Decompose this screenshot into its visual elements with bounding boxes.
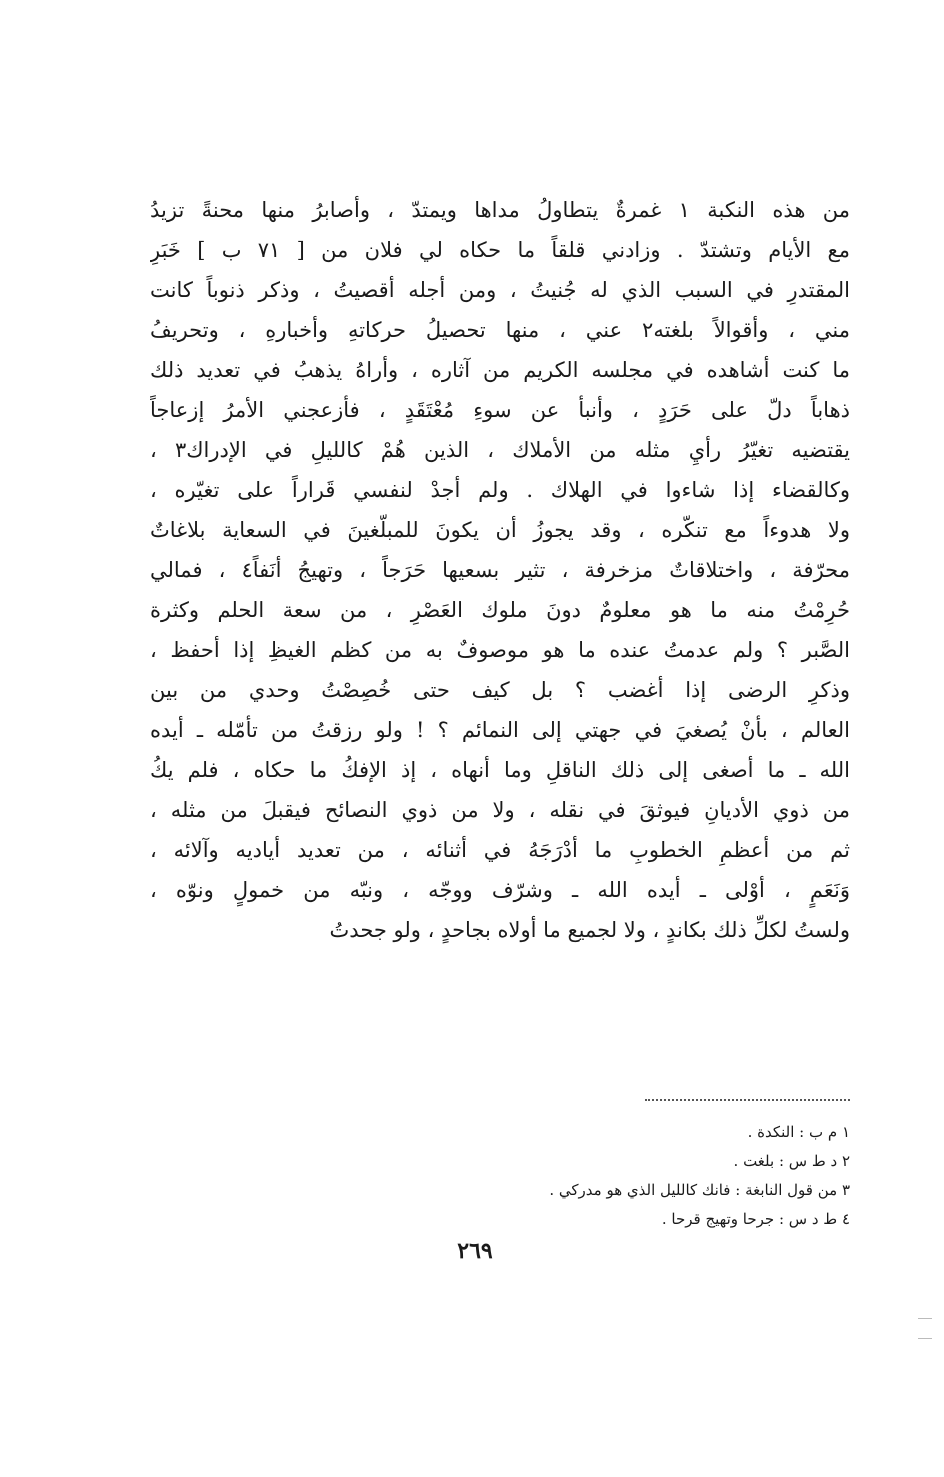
scan-speck [918, 1318, 932, 1319]
text-line: حُرِمْتُ منه ما هو معلومٌ دونَ ملوك العَصْرِ ، من سعة الحلم وكثرة [150, 598, 850, 622]
text-line: الله ـ ما أصغى إلى ذلك الناقلِ وما أنهاه ، إذ الإفكُ ما حكاه ، فلم يكُ [150, 758, 850, 782]
text-line: يقتضيه تغيّرُ رأيِ مثله من الأملاك ، الذين هُمْ كالليلِ في الإدراك٣ ، [150, 438, 850, 462]
footnotes-block [300, 1118, 850, 1234]
scan-speck [918, 1338, 932, 1339]
text-line: الصَّبر ؟ ولم عدمتُ عنده ما هو موصوفٌ به من كظم الغيظِ إذا أحفظ ، [150, 638, 850, 662]
footnote: ١ م ب : النكدة . [747, 1123, 850, 1141]
text-line: مع الأيام وتشتدّ . وزادني قلقاً ما حكاه لي فلان من [ ٧١ ب ] خَبَرِ [150, 238, 850, 262]
main-text-block [150, 190, 850, 950]
text-line: ثم من أعظمِ الخطوبِ ما أدْرَجَهُ في أثنائه ، من تعديد أياديه وآلائه ، [150, 838, 850, 862]
text-line: ذهاباً دلّ على حَرَدٍ ، وأنبأ عن سوءِ مُعْتَقَدٍ ، فأزعجني الأمرُ إزعاجاً [150, 398, 850, 422]
text-line: محرّفة ، واختلاقاتٌ مزخرفة ، تثير بسعيها حَرَجاً ، وتهيجُ أنَفاً٤ ، فمالي [150, 558, 850, 582]
text-line: وذكرِ الرضى إذا أغضب ؟ بل كيف حتى خُصِصْتُ وحدي من بين [150, 678, 850, 702]
footnote-separator [645, 1099, 850, 1101]
footnote: ٢ د ط س : بلغت . [733, 1152, 850, 1170]
page-number: ٢٦٩ [457, 1238, 493, 1264]
text-line: ما كنت أشاهده في مجلسه الكريم من آثاره ، وأراهُ يذهبُ في تعديد ذلك [150, 358, 850, 382]
text-line: من ذوي الأديانِ فيوثقَ في نقله ، ولا من ذوي النصائح فيقبلَ من مثله ، [150, 798, 850, 822]
text-line: ولا هدوءاً مع تنكّره ، وقد يجوزُ أن يكونَ للمبلّغينَ في السعاية بلاغاتٌ [150, 518, 850, 542]
text-line: مني ، وأقوالاً بلغته٢ عني ، منها تحصيلُ حركاتهِ وأخبارهِ ، وتحريفُ [150, 318, 850, 342]
text-line: من هذه النكبة ١ غمرةٌ يتطاولُ مداها ويمتدّ ، وأصابرُ منها محنةً تزيدُ [150, 198, 850, 222]
footnote: ٣ من قول النابغة : فانك كالليل الذي هو مدركي . [549, 1181, 850, 1199]
footnote: ٤ ط د س : جرحا وتهيج قرحا . [661, 1210, 850, 1228]
text-line: وكالقضاء إذا شاءوا في الهلاك . ولم أجدْ لنفسي قَراراً على تغيّره ، [150, 478, 850, 502]
text-line: المقتدرِ في السبب الذي له جُنيتُ ، ومن أجله أقصيتُ ، وذكر ذنوباً كانت [150, 278, 850, 302]
text-line: العالم ، بأنْ يُصغيَ في جهتي إلى النمائم ؟ ! ولو رزقتُ من تأمّله ـ أيده [150, 718, 850, 742]
text-line: وَنَعَمٍ ، أوْلى ـ أيده الله ـ وشرّف ووجّه ، ونبّه من خمولٍ ونوّه ، [150, 878, 850, 902]
text-line: ولستُ لكلِّ ذلك بكاندٍ ، ولا لجميع ما أولاه بجاحدٍ ، ولو جحدتُ [329, 918, 850, 942]
